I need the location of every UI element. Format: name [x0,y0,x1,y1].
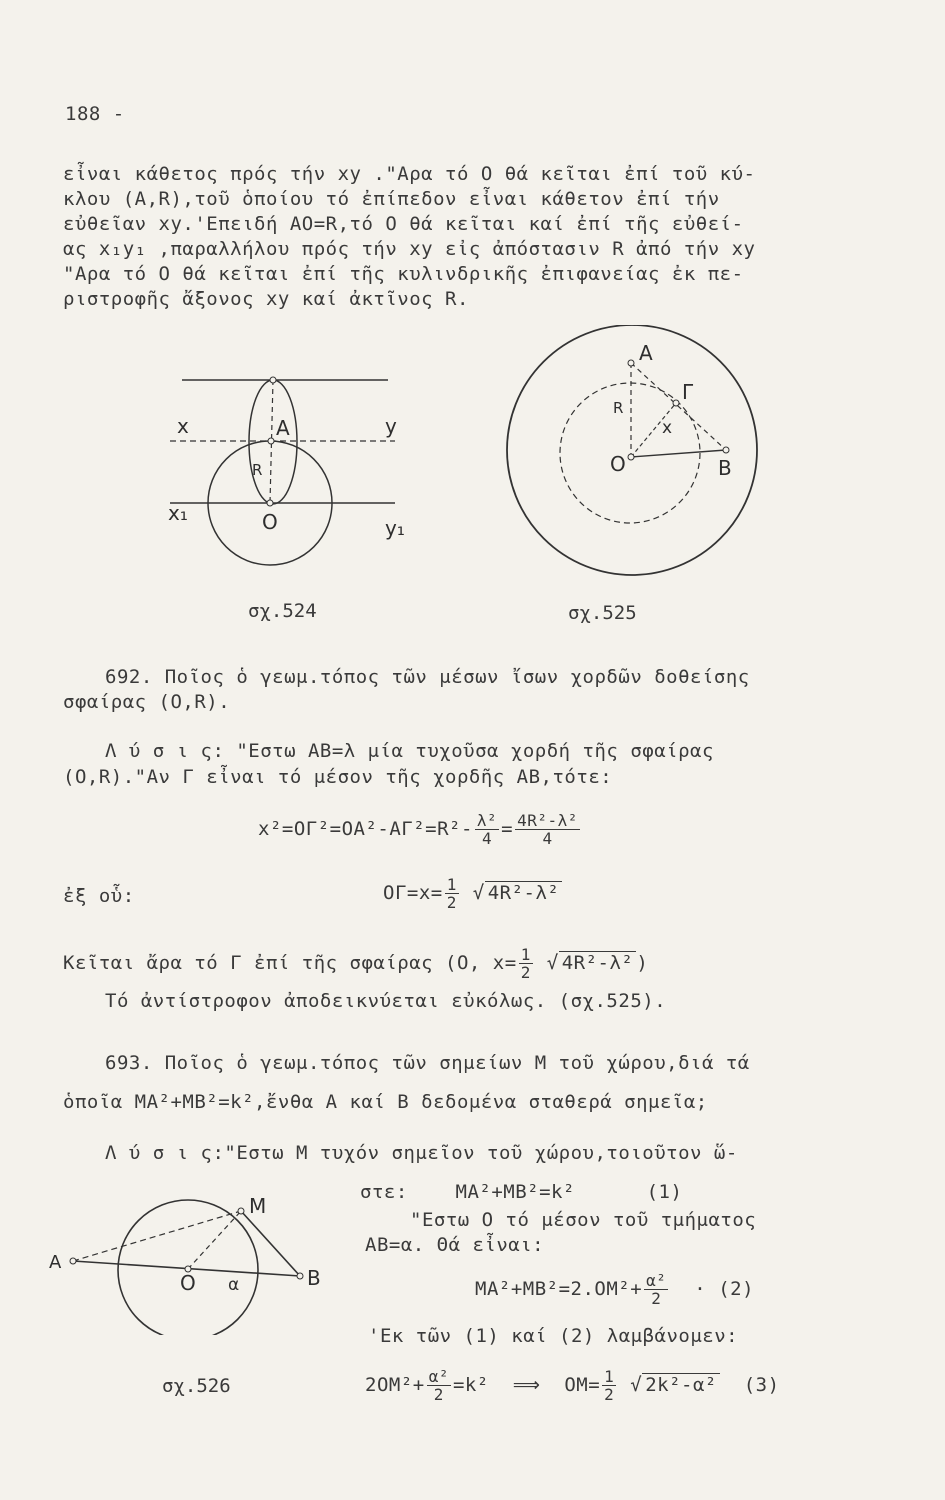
p693-line-3: Λ ύ σ ι ς:"Εστω M τυχόν σημεῖον τοῦ χώρου,τοιοῦτον ὥ- [105,1142,738,1164]
label-B: B [307,1266,321,1290]
label-A: A [49,1252,62,1273]
p692-line-6: Τό ἀντίστροφον ἀποδεικνύεται εὐκόλως. (σχ.525). [105,990,667,1012]
label-M: M [249,1194,267,1218]
label-y: y [385,414,397,438]
caption-fig-524: σχ.524 [248,600,317,622]
label-O: O [262,510,278,534]
p692-line-5: Κεῖται ἄρα τό Γ ἐπί τῆς σφαίρας (O, x= $\frac{1}{2}$ √ 4R²-λ² ) [63,945,649,982]
p692-line-4: (O,R)."Αν Γ εἶναι τό μέσον τῆς χορδῆς AB,τότε: [63,766,613,788]
figure-525 [500,325,770,590]
p693-line-1: 693. Ποῖος ὁ γεωμ.τόπος τῶν σημείων M τοῦ χώρου,διά τά [105,1052,750,1074]
ex-ou-label: ἐξ οὗ: [63,885,135,907]
label-R: R [613,399,624,417]
label-alpha: α [228,1275,240,1295]
label-O: O [610,452,626,476]
figure-524 [160,365,420,585]
intro-line-2: κλου (A,R),τοῦ ὁποίου τό ἐπίπεδον εἶναι κάθετον ἐπί τήν [63,188,720,210]
intro-line-6: ριστροφῆς ἄξονος xy καί ἀκτῖνος R. [63,288,469,310]
label-x: x [177,414,189,438]
intro-line-3: εὐθεῖαν xy.'Επειδή AO=R,τό O θά κεῖται καί ἐπί τῆς εὐθεί- [63,213,744,235]
intro-line-1: εἶναι κάθετος πρός τήν xy ."Αρα τό O θά κεῖται ἐπί τοῦ κύ- [63,163,756,185]
intro-line-5: "Αρα τό O θά κεῖται ἐπί τῆς κυλινδρικῆς ἐπιφανείας ἐκ πε- [63,263,744,285]
equation-3: MA²+MB²=2.OM²+ $\frac{\text{α²}}{2}$ · (2) [475,1271,755,1308]
label-A: A [639,341,653,365]
p693-line-2: ὁποῖα MA²+MB²=k²,ἔνθα A καί B δεδομένα σταθερά σημεῖα; [63,1091,708,1113]
caption-fig-526: σχ.526 [162,1375,231,1397]
page-number: 188 - [65,103,125,125]
p693-line-6: AB=α. Θά εἶναι: [365,1234,545,1256]
label-B: B [718,456,732,480]
caption-fig-525: σχ.525 [568,602,637,624]
label-A: A [276,416,290,440]
figure-526 [45,1185,335,1335]
p692-line-3: Λ ύ σ ι ς: "Εστω AB=λ μία τυχοῦσα χορδή τῆς σφαίρας [105,740,714,762]
p692-line-2: σφαίρας (O,R). [63,691,231,713]
label-O: O [180,1271,196,1295]
intro-line-4: ας x₁y₁ ,παραλλήλου πρός τήν xy εἰς ἀπόστασιν R ἀπό τήν xy [63,238,756,260]
equation-2: OΓ=x= $\frac{1}{2}$ √ 4R²-λ² [383,876,562,911]
label-x: x [662,418,673,438]
label-Gamma: Γ [682,380,694,404]
p693-line-5: "Εστω O τό μέσον τοῦ τμήματος [410,1209,757,1231]
p693-line-4: στε: MA²+MB²=k² (1) [360,1181,683,1203]
p693-line-7: 'Εκ τῶν (1) καί (2) λαμβάνομεν: [368,1325,739,1347]
p692-line-1: 692. Ποῖος ὁ γεωμ.τόπος τῶν μέσων ἴσων χορδῶν δοθείσης [105,666,750,688]
equation-1: x²=OΓ²=OA²-AΓ²=R²- $\frac{\text{λ²}}{4}$ = $\frac{\text{4R²-λ²}}{4}$ [258,811,578,848]
label-y1: y₁ [385,516,405,540]
equation-4: 2OM²+ $\frac{\text{α²}}{2}$ =k² ⟹ OM= $\frac{1}{2}$ √ 2k²-α² (3) [365,1367,780,1404]
label-x1: x₁ [168,501,188,525]
label-R: R [252,461,263,479]
